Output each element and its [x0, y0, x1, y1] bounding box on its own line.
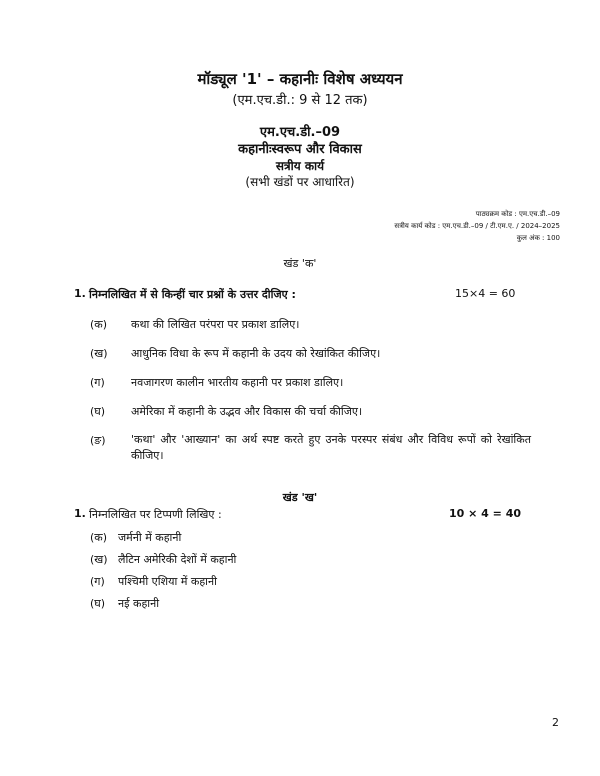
section-a-option-label: (क) [90, 318, 108, 331]
section-a-question-text: निम्नलिखित में से किन्हीं चार प्रश्नों के उत्तर दीजिए : [89, 288, 296, 301]
section-b-option-text: नई कहानी [118, 597, 160, 610]
section-b-question-text: निम्नलिखित पर टिप्पणी लिखिए : [89, 508, 222, 521]
section-a-option-text: कथा की लिखित परंपरा पर प्रकाश डालिए। [131, 318, 300, 331]
assignment-note: (सभी खंडों पर आधारित) [245, 175, 355, 189]
meta-total-marks: कुल अंक : 100 [516, 234, 560, 242]
section-b-heading: खंड 'ख' [282, 491, 318, 504]
module-title: मॉड्यूल '1' – कहानीः विशेष अध्ययन [197, 70, 403, 88]
section-a-option-label: (ङ) [90, 434, 106, 447]
section-a-option-text: नवजागरण कालीन भारतीय कहानी पर प्रकाश डालिए। [131, 376, 344, 389]
module-subtitle: (एम.एच.डी.: 9 से 12 तक) [232, 93, 368, 108]
section-b-option-label: (ग) [90, 575, 105, 588]
assignment-label: सत्रीय कार्य [275, 159, 325, 173]
course-code-heading: एम.एच.डी.–09 [259, 125, 341, 140]
section-b-option-label: (क) [90, 531, 108, 544]
section-a-option-label: (ख) [90, 347, 108, 360]
section-a-option-text: अमेरिका में कहानी के उद्भव और विकास की चर्चा कीजिए। [131, 405, 363, 418]
course-name-heading: कहानीःस्वरूप और विकास [238, 142, 362, 157]
meta-course-code: पाठ्यक्रम कोड : एम.एच.डी.–09 [475, 210, 560, 218]
meta-assignment-code: सत्रीय कार्य कोड : एम.एच.डी.–09 / टी.एम.ए. / 2024–2025 [394, 222, 560, 230]
section-a-option-label: (ग) [90, 376, 105, 389]
section-b-option-text: पश्चिमी एशिया में कहानी [118, 575, 217, 588]
section-a-option-label: (घ) [90, 405, 106, 418]
section-a-option-text: 'कथा' और 'आख्यान' का अर्थ स्पष्ट करते हुए उनके परस्पर संबंध और विविध रूपों को रेखांकित कीजिए। [131, 433, 531, 462]
section-b-option-label: (घ) [90, 597, 106, 610]
section-b-option-label: (ख) [90, 553, 108, 566]
section-a-option-text: आधुनिक विधा के रूप में कहानी के उदय को रेखांकित कीजिए। [131, 347, 381, 360]
section-a-marks: 15×4 = 60 [455, 287, 516, 300]
section-b-marks: 10 × 4 = 40 [449, 507, 522, 520]
section-a-question-number: 1. [74, 287, 86, 300]
section-a-heading: खंड 'क' [283, 257, 317, 270]
page-number: 2 [552, 716, 559, 729]
section-b-question-number: 1. [74, 507, 86, 520]
section-b-option-text: लैटिन अमेरिकी देशों में कहानी [118, 553, 237, 566]
section-b-option-text: जर्मनी में कहानी [118, 531, 182, 544]
